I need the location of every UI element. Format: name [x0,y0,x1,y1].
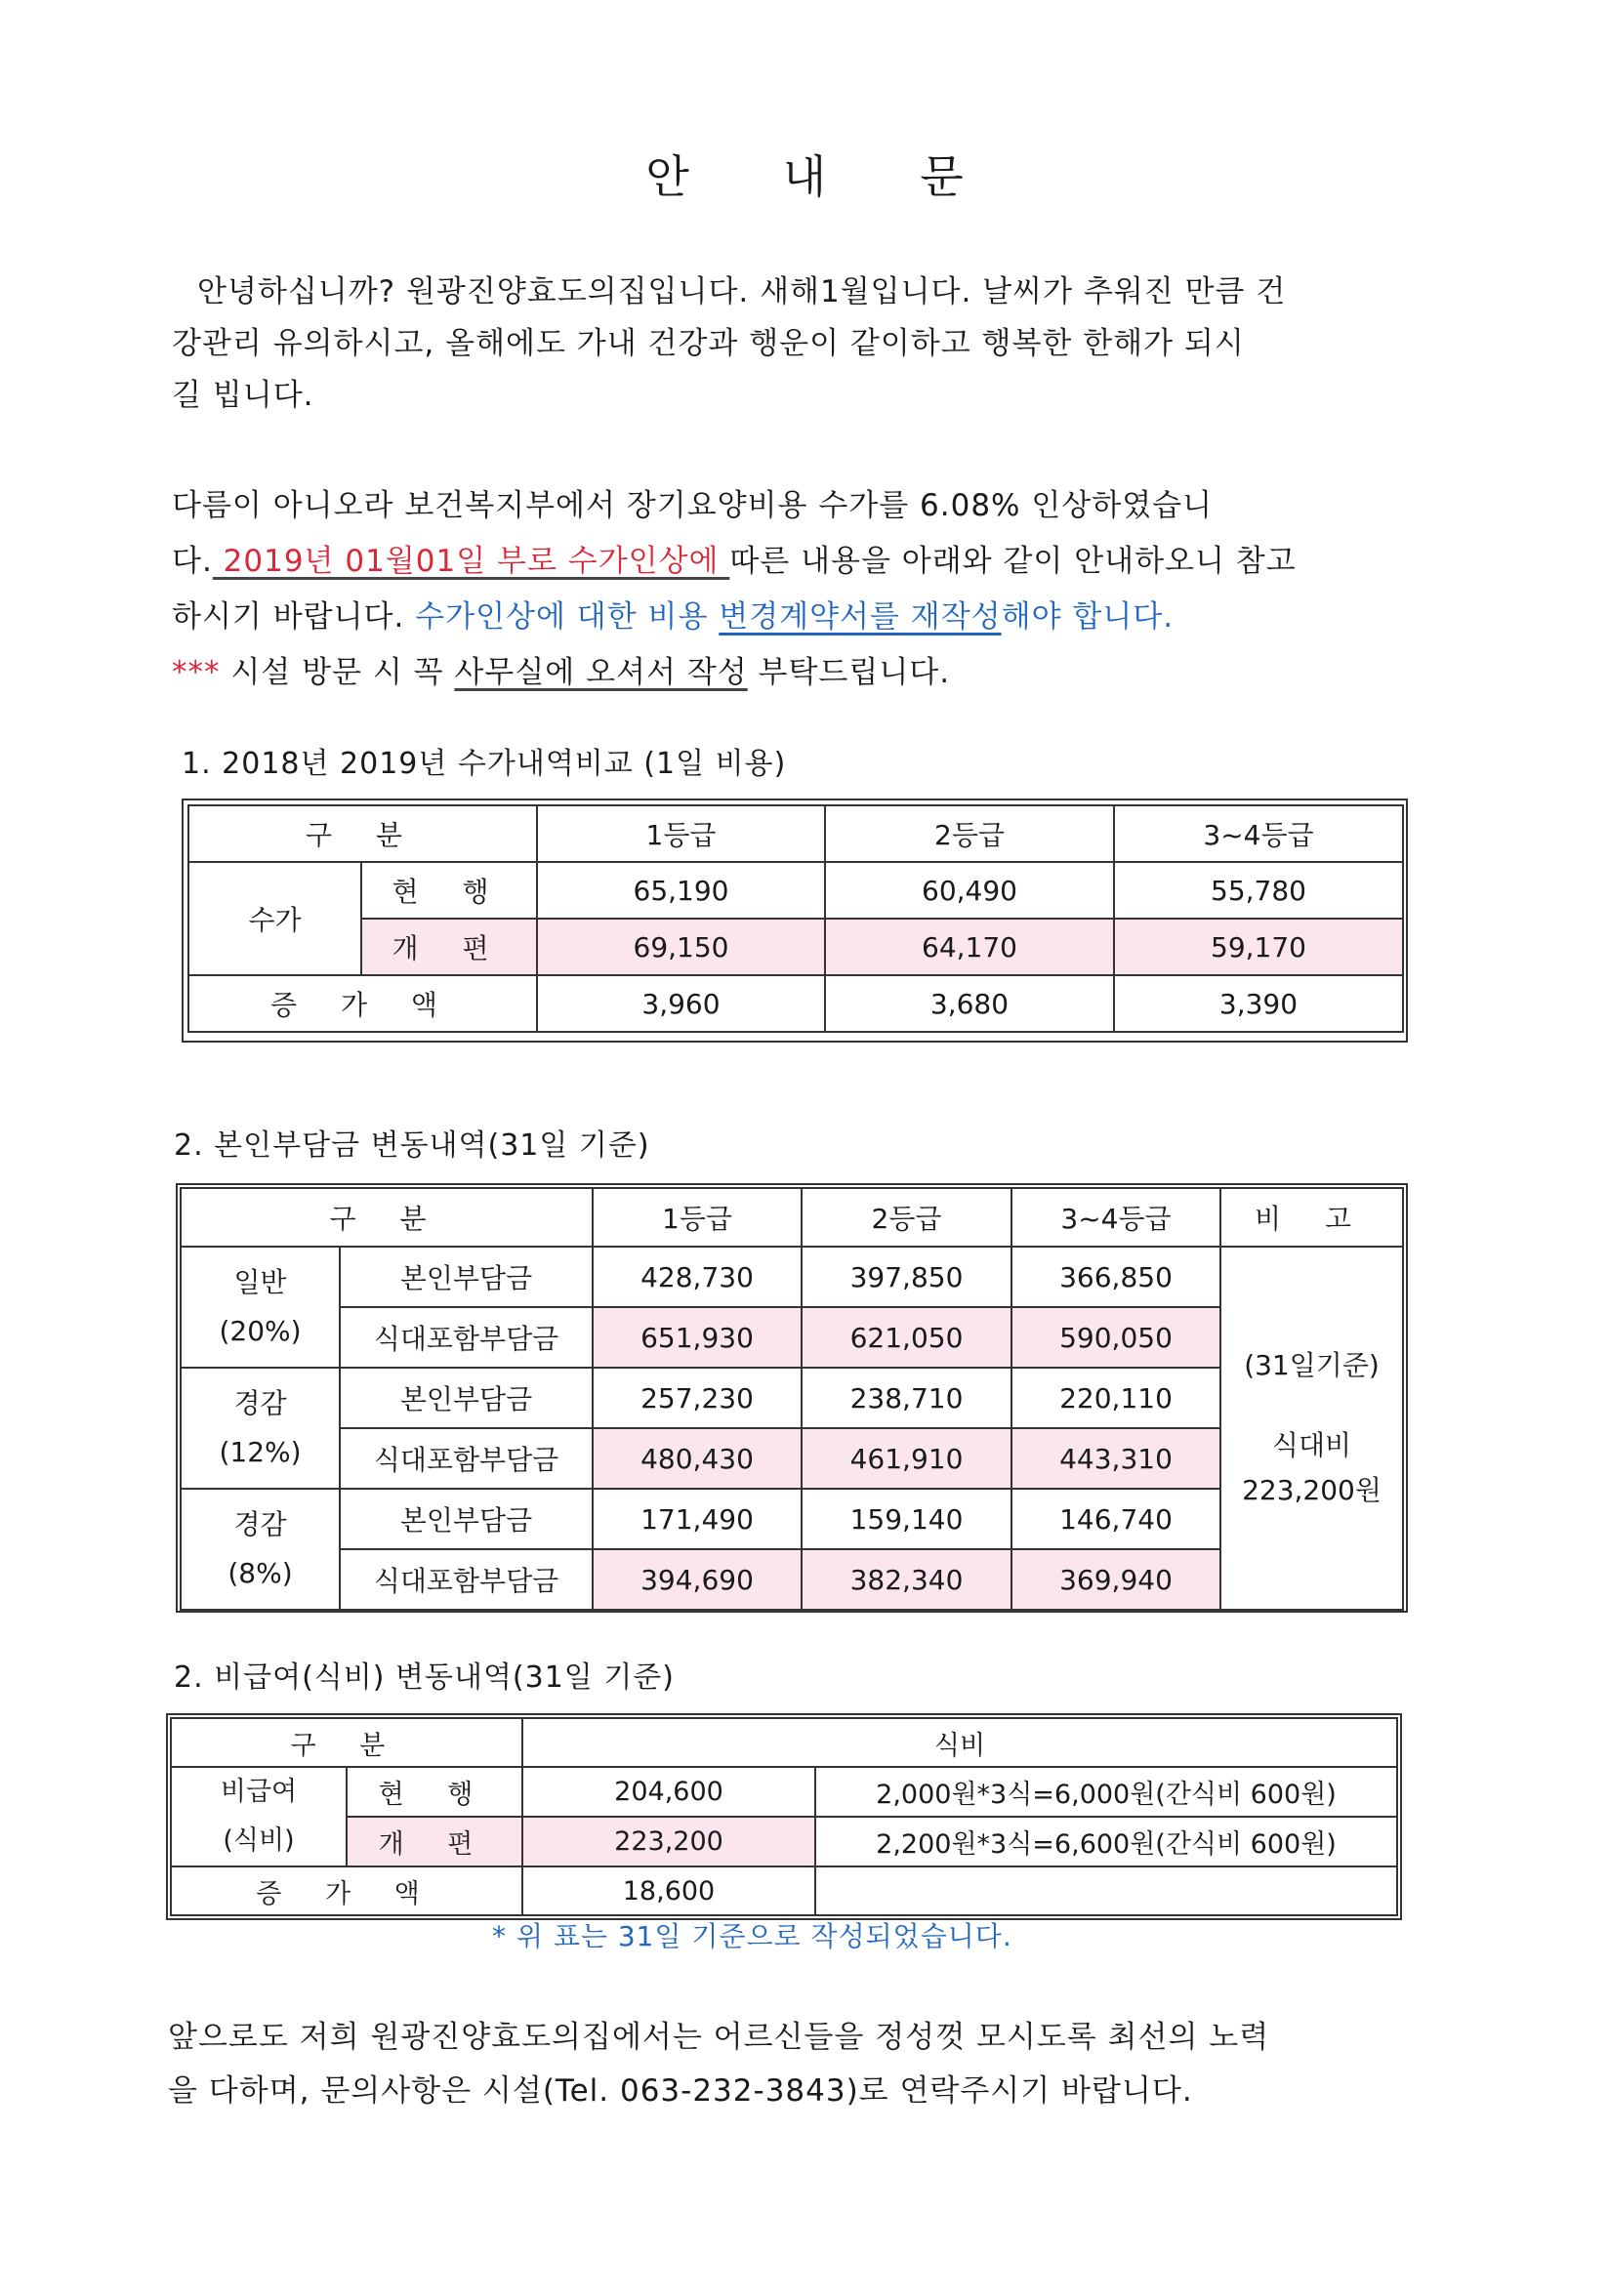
document-title: 안 내 문 [645,150,964,203]
notice-paragraph: 다름이 아니오라 보건복지부에서 장기요양비용 수가를 6.08% 인상하였습니 다. 2019년 01월01일 부로 수가인상에 따른 내용을 아래와 같이 안내하오니 참고 하시기 바랍니다. 수가인상에 대한 비용 변경계약서를 재작성해야 합니다. *** 시설 방문 시 꼭 사무실에 오셔서 작성 부탁드립니다. [172,488,1297,690]
copay-table: 구 분 1등급 2등급 3~4등급 비 고 일반 (20%) 본인부담금 428,730 397,850 366,850 (31일기준) 식대비 223,200원 식대포함부담금 651,930 621,050 590,050 경감 (12%) 본인부담금 257,230 238,710 220,110 식대포함부담금 480,430 461,910 443,310 경감 (8%) 본인부담금 171,490 159,140 146,740 식대포함부담금 394,690 382,340 369,940 [180,1187,1404,1611]
table-row: 경감 (8%) 본인부담금 171,490 159,140 146,740 [181,1489,1403,1549]
intro-paragraph: 안녕하십니까? 원광진양효도의집입니다. 새해1월입니다. 날씨가 추워진 만큼 건 강관리 유의하시고, 올해에도 가내 건강과 행운이 같이하고 행복한 한해가 되시 길 빕니다. [172,274,1287,413]
section1-heading: 1. 2018년 2019년 수가내역비교 (1일 비용) [182,747,787,781]
table-row: 경감 (12%) 본인부담금 257,230 238,710 220,110 [181,1368,1403,1428]
table-row: 식대포함부담금 651,930 621,050 590,050 [181,1307,1403,1368]
closing-paragraph: 앞으로도 저희 원광진양효도의집에서는 어르신들을 정성껏 모시도록 최선의 노력 을 다하며, 문의사항은 시설(Tel. 063-232-3843)로 연락주시기 바랍니다. [168,2020,1270,2109]
table-footnote: * 위 표는 31일 기준으로 작성되었습니다. [492,1920,1012,1952]
remark-cell: (31일기준) 식대비 223,200원 [1220,1247,1403,1610]
section3-heading: 2. 비급여(식비) 변동내역(31일 기준) [174,1660,675,1695]
table-row: 수가 현 행 65,190 60,490 55,780 [188,862,1403,919]
table-row: 일반 (20%) 본인부담금 428,730 397,850 366,850 (31일기준) 식대비 223,200원 [181,1247,1403,1307]
table-row: 증 가 액 3,960 3,680 3,390 [188,975,1403,1032]
section2-heading: 2. 본인부담금 변동내역(31일 기준) [174,1128,650,1163]
meal-cost-table: 구 분 식비 비급여 (식비) 현 행 204,600 2,000원*3식=6,000원(간식비 600원) 개 편 223,200 2,200원*3식=6,600원(간식비 600원) 증 가 액 18,600 [170,1717,1398,1916]
table-row: 개 편 223,200 2,200원*3식=6,600원(간식비 600원) [171,1817,1397,1866]
table-row: 식대포함부담금 480,430 461,910 443,310 [181,1428,1403,1489]
table-row: 식대포함부담금 394,690 382,340 369,940 [181,1549,1403,1610]
asterisk-marks: *** [172,655,231,690]
table-row: 비급여 (식비) 현 행 204,600 2,000원*3식=6,000원(간식비 600원) [171,1767,1397,1817]
contract-rewrite-text: 변경계약서를 재작성 [719,599,1002,635]
table-row: 개 편 69,150 64,170 59,170 [188,919,1403,975]
fee-comparison-table: 구 분 1등급 2등급 3~4등급 수가 현 행 65,190 60,490 55,780 개 편 69,150 64,170 59,170 증 가 액 3,960 3,680 3,390 [187,804,1404,1033]
table-row: 증 가 액 18,600 [171,1866,1397,1915]
effective-date-text: 2019년 01월01일 부로 수가인상에 [212,544,730,579]
